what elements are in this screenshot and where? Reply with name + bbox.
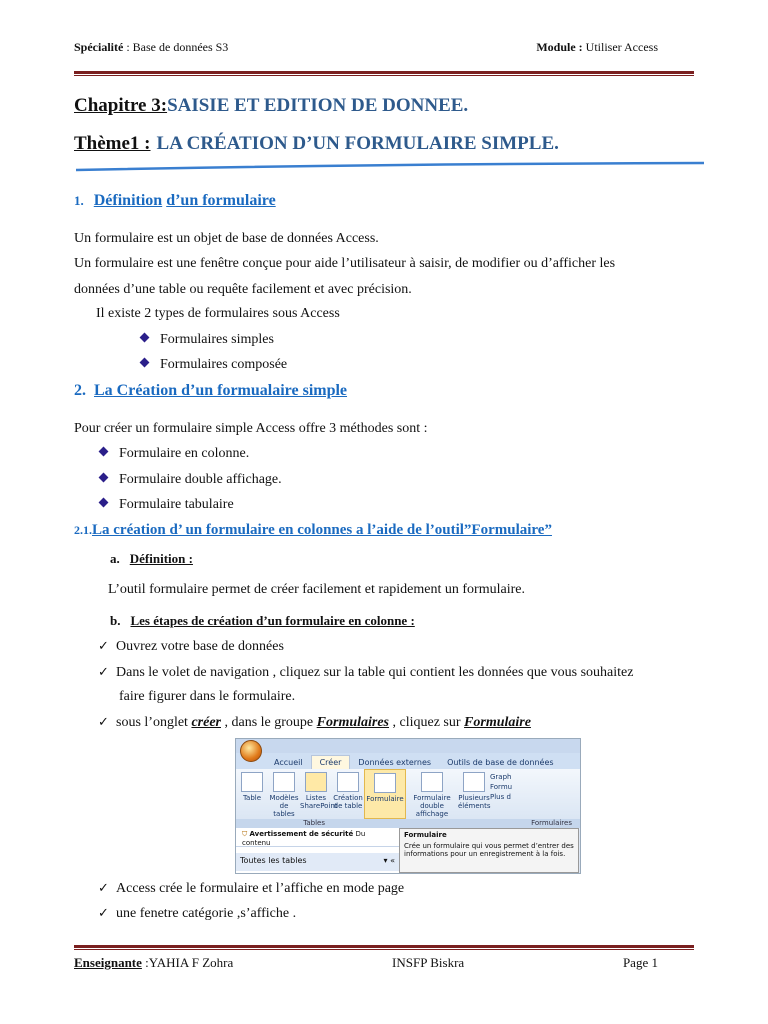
ribbon-tools (236, 769, 580, 819)
multiple-items-icon (463, 772, 485, 792)
tab-creer: Créer (311, 755, 351, 769)
section-1-line-2: Un formulaire est une fenêtre conçue pour aide l’utilisateur à saisir, de modifier ou d’afficher les (74, 256, 616, 271)
section-1-line-1: Un formulaire est un objet de base de données Access. (74, 231, 379, 246)
list-item: Formulaires composée (141, 357, 287, 373)
nav-header: Toutes les tables ▾ « (236, 853, 399, 871)
section-2-heading: 2. La Création d’un formualaire simple (74, 382, 348, 399)
tool-formulaire: Formulaire (364, 769, 406, 819)
ribbon-tabs (236, 753, 580, 769)
step-continuation: faire figurer dans le formulaire. (119, 689, 296, 704)
form-icon (374, 773, 396, 793)
checkmark-icon: ✓ (98, 714, 109, 729)
list-item: ✓ Access crée le formulaire et l’affiche en mode page (98, 880, 405, 896)
list-item: Formulaire double affichage. (100, 472, 282, 488)
list-item: ✓ une fenetre catégorie ,s’affiche . (98, 905, 297, 921)
checkmark-icon: ✓ (98, 880, 109, 895)
section-2-intro: Pour créer un formulaire simple Access offre 3 méthodes sont : (74, 421, 428, 436)
footer-rule-thin (74, 949, 694, 950)
chevron-down-icon: ▾ « (383, 856, 395, 865)
tab-outils-bdd: Outils de base de données (447, 758, 554, 767)
header-speciality: Spécialité : Base de données S3 (74, 40, 229, 54)
table-design-icon (337, 772, 359, 792)
security-warning: ⛉ Avertissement de sécurité Du contenu (236, 828, 399, 847)
diamond-bullet-icon (99, 447, 109, 457)
navigation-pane (236, 828, 399, 873)
tool-plusieurs: Plusieurs éléments (458, 769, 490, 819)
decorative-blue-underline (74, 160, 706, 174)
footer-rule-thick (74, 945, 694, 948)
templates-icon (273, 772, 295, 792)
section-1-line-3: données d’une table ou requête facilement et avec précision. (74, 282, 412, 297)
list-item: Formulaire tabulaire (100, 497, 234, 513)
split-form-icon (421, 772, 443, 792)
subsection-a-text: L’outil formulaire permet de créer facilement et rapidement un formulaire. (108, 582, 525, 597)
tab-donnees-externes: Données externes (358, 758, 432, 767)
shield-icon: ⛉ (242, 830, 248, 838)
footer-teacher: Enseignante :YAHIA F Zohra (74, 955, 234, 970)
diamond-bullet-icon (99, 498, 109, 508)
tool-creation-table: Création de table (332, 769, 364, 819)
tab-accueil: Accueil (274, 758, 303, 767)
page-footer (74, 955, 658, 971)
ribbon-groups: Tables Formulaires (236, 819, 580, 828)
section-2-1-heading: 2.1.La création d’ un formulaire en colonnes a l’aide de l’outil”Formulaire” (74, 522, 552, 538)
section-1-line-4: Il existe 2 types de formulaires sous Access (96, 306, 340, 321)
diamond-bullet-icon (99, 473, 109, 483)
list-item: Formulaires simples (141, 332, 274, 348)
header-module: Module : Utiliser Access (536, 40, 658, 54)
subsection-a-heading: a. Définition : (110, 551, 193, 566)
ribbon-titlebar (236, 739, 580, 753)
header-rule-thick (74, 71, 694, 74)
list-item: ✓ Ouvrez votre base de données (98, 638, 284, 654)
page-header (74, 40, 658, 55)
checkmark-icon: ✓ (98, 664, 109, 679)
tool-listes: Listes SharePoint (300, 769, 332, 819)
section-1-heading: 1. Définition d’un formulaire (74, 192, 276, 209)
tool-modeles: Modèles de tables (268, 769, 300, 819)
tooltip: Formulaire Crée un formulaire qui vous permet d’entrer des informations pour un enregistrement à la fois. (399, 828, 579, 873)
footer-institute: INSFP Biskra (392, 955, 465, 970)
footer-page-number: Page 1 (622, 955, 658, 970)
tool-table: Table (236, 769, 268, 819)
table-icon (241, 772, 263, 792)
sharepoint-lists-icon (305, 772, 327, 792)
diamond-bullet-icon (140, 358, 150, 368)
theme-title: Thème1 : LA CRÉATION D’UN FORMULAIRE SIMPLE. (74, 133, 559, 154)
access-ribbon-screenshot (235, 738, 581, 874)
checkmark-icon: ✓ (98, 905, 109, 920)
office-button-icon (240, 740, 262, 762)
tool-more: Graph Formu Plus d (490, 773, 513, 801)
subsection-b-heading: b. Les étapes de création d’un formulaire en colonne : (110, 613, 415, 628)
list-item: ✓ sous l’onglet créer , dans le groupe Formulaires , cliquez sur Formulaire (98, 714, 531, 730)
tool-formulaire-double: Formulaire double affichage (406, 769, 458, 819)
checkmark-icon: ✓ (98, 638, 109, 653)
chapter-title: Chapitre 3:SAISIE ET EDITION DE DONNEE. (74, 95, 469, 116)
list-item: ✓ Dans le volet de navigation , cliquez sur la table qui contient les données que vous souhaitez (98, 664, 634, 680)
diamond-bullet-icon (140, 333, 150, 343)
list-item: Formulaire en colonne. (100, 446, 249, 462)
header-rule-thin (74, 75, 694, 76)
